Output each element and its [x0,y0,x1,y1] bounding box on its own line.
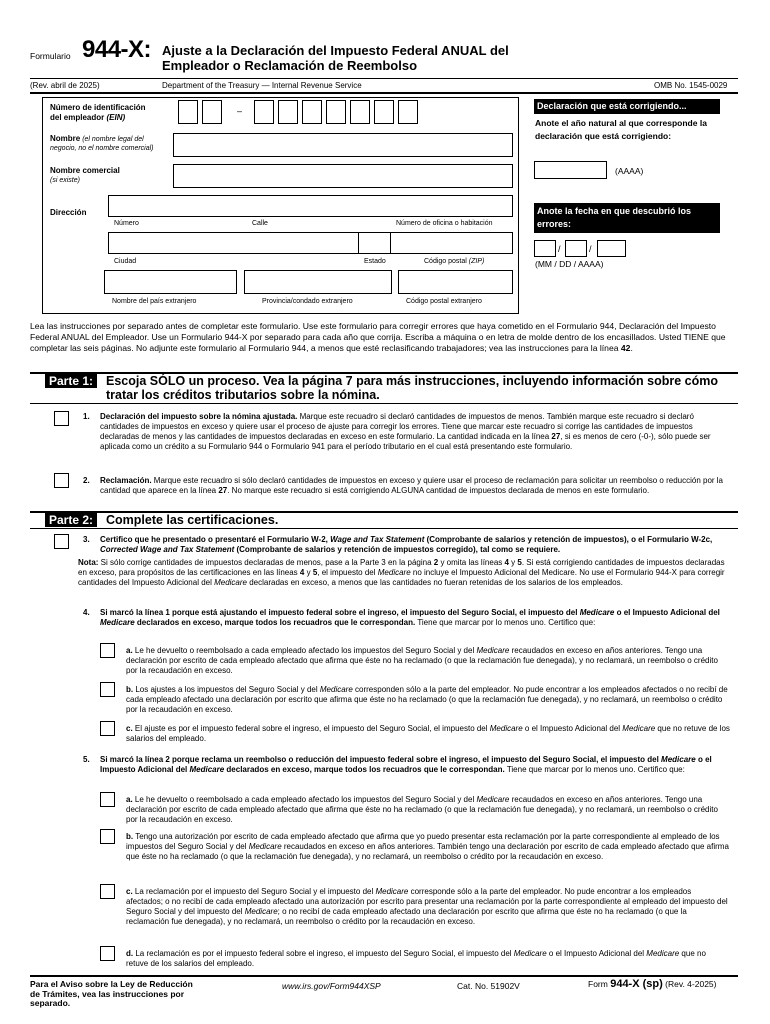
foreign-country-caption: Nombre del país extranjero [112,298,197,305]
line5c-checkbox[interactable] [100,884,115,899]
line2-number: 2. [83,476,90,485]
revision-date: (Rev. abril de 2025) [30,81,100,90]
part2-label: Parte 2: [45,513,97,527]
line4-number: 4. [83,608,90,617]
form-number: 944-X: [82,36,152,63]
line5-number: 5. [83,755,90,764]
zip-caption: Código postal (ZIP) [424,258,485,265]
line3-text: Certifico que he presentado o presentaré el Formulario W-2, Wage and Tax Statement (Comprobante de salarios y retención de impuestos), o el Formulario W-2c, Corrected Wage and Tax Statement (Comprobante de salarios y retención de impuestos corregido), tal como se requiere. [100,535,713,554]
address-line-input[interactable] [108,195,513,217]
form-header [30,30,738,78]
part1-title-line1: Escoja SÓLO un proceso. Vea la página 7 para más instrucciones, incluyendo información sobre cómo [106,374,718,388]
line5b-checkbox[interactable] [100,829,115,844]
line5-text: Si marcó la línea 2 porque reclama un reembolso o reducción del impuesto federal sobre el ingreso, el impuesto del Seguro Social, el impuesto del Medicare o el Impuesto Adicional del Medicare declarados en exceso, marque todos los recuadros que le correspondan. Tiene que marcar por lo menos uno. Certifico que: [100,755,712,774]
discovered-header: Anote la fecha en que descubrió los errores: [534,203,720,233]
correcting-year-input[interactable] [534,161,607,179]
header-divider-bottom [30,92,738,94]
footer-rule [30,975,738,977]
privacy-notice: Para el Aviso sobre la Ley de Reducción de Trámites, vea las instrucciones por separado. [30,979,193,1008]
ein-digit-5[interactable] [302,100,322,124]
foreign-province-input[interactable] [244,270,392,294]
header-divider-top [30,78,738,79]
line1-adjusted-return-checkbox[interactable] [54,411,69,426]
ein-digit-6[interactable] [326,100,346,124]
line4b-checkbox[interactable] [100,682,115,697]
foreign-province-caption: Provincia/condado extranjero [262,298,353,305]
name-input[interactable] [173,133,513,157]
correcting-header: Declaración que está corrigiendo... [534,99,720,114]
form-title-line2: Empleador o Reclamación de Reembolso [162,58,418,73]
line4-text: Si marcó la línea 1 porque está ajustando el impuesto federal sobre el ingreso, el impuesto del Seguro Social, el impuesto del Medicare o el Impuesto Adicional del Medicare declarados en exceso, marque todos los recuadros que le correspondan. Tiene que marcar por lo menos uno. Certifico que: [100,608,720,627]
name-label: Nombre (el nombre legal del negocio, no el nombre comercial) [50,134,154,152]
suite-caption: Número de oficina o habitación [396,220,493,227]
part1-bottom-rule [30,403,738,404]
ein-digit-1[interactable] [178,100,198,124]
date-sep-2: / [589,244,592,254]
discovered-day-input[interactable] [565,240,587,257]
address-label: Dirección [50,208,87,217]
catalog-number: Cat. No. 51902V [457,981,520,991]
omb-number: OMB No. 1545-0029 [654,81,728,90]
ein-digit-9[interactable] [398,100,418,124]
date-format-caption: (MM / DD / AAAA) [535,259,604,269]
ein-dash: – [237,106,243,116]
line5a-text: a. Le he devuelto o reembolsado a cada empleado afectado los impuestos del Seguro Social y del Medicare recaudados en exceso en años anteriores. Tengo una declaración por escrito de cada empleado afectado que afirma que éste no ha reclamado (o que la reclamación fue denegada), y no reclamará, un reembolso o crédito por la recaudación en exceso. [126,795,718,824]
part2-title: Complete las certificaciones. [106,513,279,527]
line5a-checkbox[interactable] [100,792,115,807]
line2-text: Reclamación. Marque este recuadro si sólo declaró cantidades de impuestos en exceso y quiere usar el proceso de reclamación para solicitar un reembolso o reducción por la cantidad que aparece en la línea 27. No marque este recuadro si está corrigiendo ALGUNA cantidad de impuestos declarada de menos en este formulario. [100,476,723,495]
line1-number: 1. [83,412,90,421]
part2-note: Nota: Si sólo corrige cantidades de impuestos declaradas de menos, pase a la Parte 3 en la página 2 y omita las líneas 4 y 5. Si está corrigiendo cantidades de impuestos declaradas en exceso, para propósitos de las certificaciones en las líneas 4 y 5, el impuesto del Medicare no incluye el Impuesto Adicional del Medicare. No use el Formulario 944-X para corregir cantidades del Impuesto Adicional del Medicare declaradas en exceso, a menos que las cantidades no fueran retenidas de los salarios de los empleados. [78,558,725,587]
line2-claim-checkbox[interactable] [54,473,69,488]
ein-digit-2[interactable] [202,100,222,124]
form-footer-id: Form 944-X (sp) (Rev. 4-2025) [588,978,717,990]
line4a-text: a. Le he devuelto o reembolsado a cada empleado afectado los impuestos del Seguro Social y del Medicare recaudados en exceso en años anteriores. Tengo una declaración por escrito de cada empleado afectado que afirma que éste no ha reclamado (o que la reclamación fue denegada), y no reclamará, un reembolso o crédito por la recaudación en exceso. [126,646,718,675]
line3-number: 3. [83,535,90,544]
line4a-checkbox[interactable] [100,643,115,658]
trade-name-input[interactable] [173,164,513,188]
state-zip-divider [390,232,391,254]
street-caption: Calle [252,220,268,227]
trade-name-label: Nombre comercial (si existe) [50,166,120,184]
discovered-year-input[interactable] [597,240,626,257]
foreign-country-input[interactable] [104,270,237,294]
discovered-month-input[interactable] [534,240,556,257]
line4c-text: c. El ajuste es por el impuesto federal sobre el ingreso, el impuesto del Seguro Social, el impuesto del Medicare o el Impuesto Adicional del Medicare que no retuve de los salarios del empleado. [126,724,730,743]
line5d-text: d. La reclamación es por el impuesto federal sobre el ingreso, el impuesto del Seguro Social, el impuesto del Medicare o el Impuesto Adicional del Medicare que no retuve de los salarios del empleado. [126,949,706,968]
part1-title-line2: tratar los créditos tributarios sobre la nómina. [106,388,380,402]
general-instructions: Lea las instrucciones por separado antes de completar este formulario. Use este formulario para corregir errores que haya cometido en el Formulario 944, Declaración del Impuesto Federal ANUAL del Empleador. Use un Formulario 944-X por separado para cada año que corrija. Escriba a máquina o en letra de molde dentro de los encasillados. Usted TIENE que completar las seis páginas. No adjunte este formulario al Formulario 944, a menos que esté reclasificando trabajadores; vea las instrucciones para la línea 42. [30,321,726,353]
number-caption: Número [114,220,139,227]
state-caption: Estado [364,258,386,265]
year-format-caption: (AAAA) [615,166,644,176]
city-state-divider [358,232,359,254]
foreign-postal-input[interactable] [398,270,513,294]
line1-text: Declaración del impuesto sobre la nómina ajustada. Marque este recuadro si declaró cantidades de impuestos de menos. También marque este recuadro si declaró cantidades de impuestos en exceso y quiere usar el proceso de ajuste para corregir los errores. Tiene que marcar este recuadro si corrige las cantidades de impuestos declaradas de menos y las cantidades de impuestos declaradas en exceso en este formulario. La cantidad indicada en la línea 27, si es menos de cero (-0-), sólo puede ser aplicada como un crédito a su Formulario 944 o Formulario 941 para el período tributario en el cual está presentando este formulario. [100,412,711,451]
line4b-text: b. Los ajustes a los impuestos del Seguro Social y del Medicare corresponden sólo a la parte del empleador. No pude encontrar a los empleados afectados o no recibí de cada empleado afectado una declaración por escrito que afirma que éste no ha reclamado (o que la reclamación fue denegada), y no reclamará, un reembolso o crédito por la recaudación en exceso. [126,685,728,714]
ein-digit-3[interactable] [254,100,274,124]
ein-digit-4[interactable] [278,100,298,124]
line3-certification-checkbox[interactable] [54,534,69,549]
ein-digit-8[interactable] [374,100,394,124]
line4c-checkbox[interactable] [100,721,115,736]
line5b-text: b. Tengo una autorización por escrito de cada empleado afectado que afirma que yo puedo presentar esta reclamación por la parte correspondiente al empleado de los impuestos del Seguro Social y del Medicare recaudados en exceso en años anteriores. También tengo una declaración por escrito de cada empleado afectado que afirma que éste no ha reclamado (o que la reclamación fue denegada), y no reclamará, un reembolso o crédito por la recaudación en exceso. [126,832,729,861]
city-state-zip-input[interactable] [108,232,513,254]
correcting-text: Anote el año natural al que corresponde la declaración que está corrigiendo: [535,118,707,141]
line5c-text: c. La reclamación por el impuesto del Seguro Social y el impuesto del Medicare corresponde sólo a la parte del empleador. No pude encontrar a los empleados afectados; o no recibí de cada empleado afectado una autorización por escrito para presentar una reclamación por la parte correspondiente al empleado del impuesto del Seguro Social y del impuesto del Medicare; o no recibí de cada empleado afectado una declaración por escrito que afirma que éste no ha reclamado (o que la reclamación fue denegada), y no reclamará, un reembolso o crédito por la recaudación en exceso. [126,887,728,926]
line5d-checkbox[interactable] [100,946,115,961]
ein-digit-7[interactable] [350,100,370,124]
part2-bottom-rule [30,528,738,529]
part1-label: Parte 1: [45,374,97,388]
city-caption: Ciudad [114,258,137,265]
ein-label: Número de identificación del empleador (EIN) [50,103,146,122]
form-title-line1: Ajuste a la Declaración del Impuesto Federal ANUAL del [162,43,509,58]
date-sep-1: / [558,244,561,254]
form-url[interactable]: www.irs.gov/Form944XSP [282,981,381,991]
form-prefix: Formulario [30,51,71,61]
foreign-postal-caption: Código postal extranjero [406,298,482,305]
department: Department of the Treasury — Internal Revenue Service [162,81,362,90]
